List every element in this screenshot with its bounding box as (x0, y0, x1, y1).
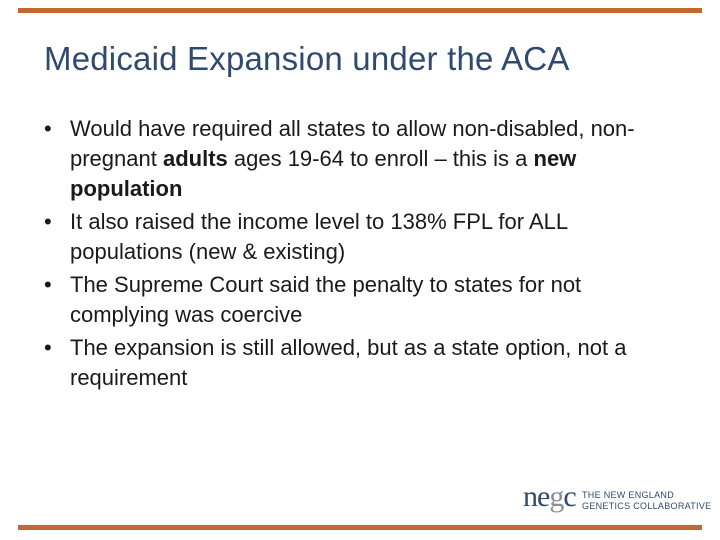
top-accent-rule (18, 8, 702, 13)
bullet-item (44, 207, 684, 267)
bullet-text: The expansion is still allowed, but as a state option, not a requirement (70, 335, 627, 390)
bullet-item (44, 333, 684, 393)
bullet-list (44, 114, 684, 396)
bullet-text: It also raised the income level to 138% FPL for ALL populations (new & existing) (70, 209, 568, 264)
bullet-bold-text: adults (162, 146, 228, 171)
bullet-bold-text: new population (70, 146, 577, 201)
bottom-accent-rule (18, 525, 702, 530)
logo-line-1: THE NEW ENGLAND (582, 490, 675, 500)
bullet-text: ages 19-64 to enroll – this is a (227, 146, 534, 171)
bullet-text: Would have required all states to allow non-disabled, non-pregnant (70, 116, 635, 171)
bullet-text: The Supreme Court said the penalty to states for not complying was coercive (70, 272, 582, 327)
logo-mark: negc (523, 480, 576, 513)
bullet-item (44, 270, 684, 330)
logo-line-2: GENETICS COLLABORATIVE (582, 501, 712, 511)
negc-logo (523, 480, 712, 516)
slide-title: Medicaid Expansion under the ACA (44, 40, 570, 77)
bullet-item (44, 114, 684, 204)
logo-text (582, 490, 711, 512)
